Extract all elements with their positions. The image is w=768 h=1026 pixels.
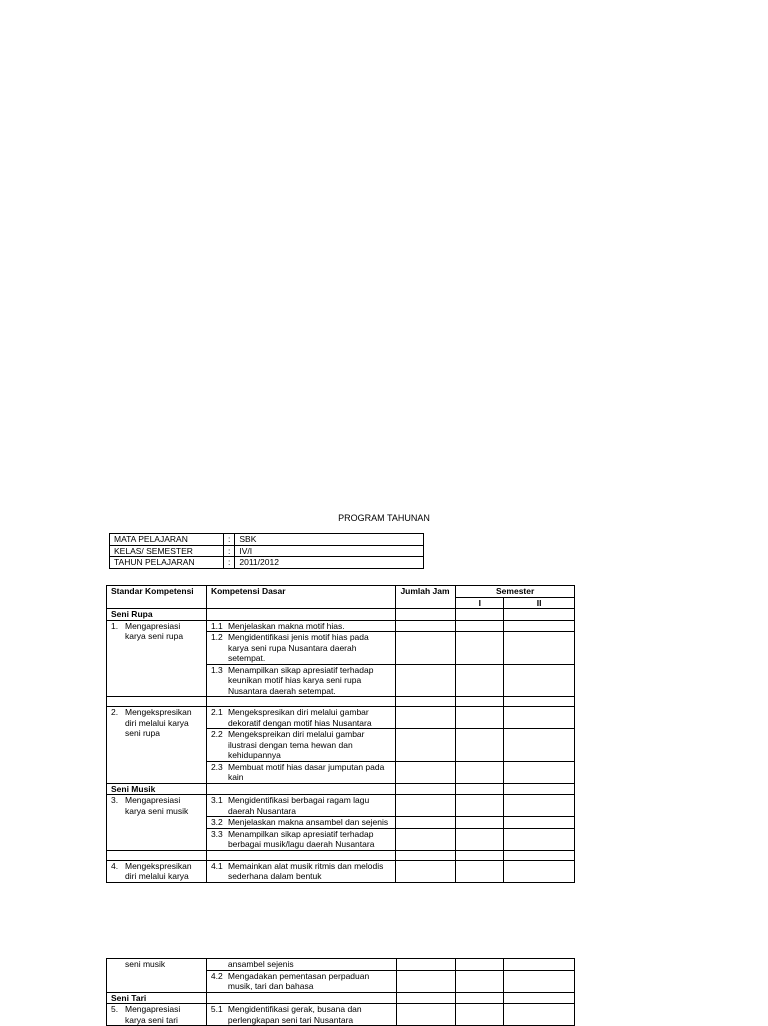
table-row [107, 860, 575, 882]
meta-row [110, 557, 424, 569]
section-row [107, 992, 575, 1004]
table-row [107, 1004, 575, 1026]
kd-text: Memainkan alat musik ritmis dan melodis sederhana dalam bentuk [227, 860, 384, 881]
kd-text: Menampilkan sikap apresiatif terhadap keunikan motif hias karya seni rupa Nusantara daerah setempat. [227, 664, 374, 696]
sk-num: 5. [111, 1004, 119, 1014]
spacer-row [107, 697, 575, 707]
meta-sep: : [224, 534, 235, 546]
program-table [106, 585, 575, 883]
section-seni-rupa: Seni Rupa [111, 609, 153, 619]
sk-cell [107, 860, 207, 882]
sk-cell [107, 959, 207, 993]
kd-text: Mengidentifikasi gerak, busana dan perlengkapan seni tari Nusantara [227, 1004, 362, 1025]
kd-num: 1.3 [210, 664, 223, 675]
table-row [107, 707, 575, 729]
meta-value: IV/I [235, 545, 424, 557]
kd-num: 1.1 [210, 620, 223, 631]
kd-num: 4.1 [210, 860, 223, 871]
kd-text: ansambel sejenis [227, 959, 294, 969]
section-row [107, 783, 575, 795]
kd-text: Mengekspreikan diri melalui gambar ilustrasi dengan tema hewan dan kehidupannya [227, 729, 365, 760]
kd-num: 3.1 [210, 795, 223, 805]
kd-text: Mengidentifikasi jenis motif hias pada karya seni rupa Nusantara daerah setempat. [227, 632, 369, 663]
kd-text: Mengidentifikasi berbagai ragam lagu daerah Nusantara [227, 795, 370, 816]
kd-text: Mengadakan pementasan perpaduan musik, tari dan bahasa [227, 970, 370, 991]
meta-sep: : [224, 557, 235, 569]
sk-num: 2. [111, 707, 119, 717]
sk-cell [107, 1004, 207, 1026]
section-seni-tari: Seni Tari [111, 992, 147, 1003]
meta-table [109, 533, 424, 569]
kd-text: Menjelaskan makna motif hias. [227, 620, 345, 631]
kd-num: 3.3 [210, 828, 223, 839]
sk-num: 4. [111, 860, 119, 871]
header-jam: Jumlah Jam [400, 586, 450, 596]
header-kd: Kompetensi Dasar [210, 586, 286, 596]
document-title: PROGRAM TAHUNAN [338, 513, 430, 523]
kd-text: Menjelaskan makna ansambel dan sejenis [227, 817, 389, 827]
sk-text: Mengekspresikan diri melalui karya [125, 860, 192, 881]
sk-cell [107, 707, 207, 784]
kd-num: 1.2 [210, 632, 223, 642]
meta-row [110, 534, 424, 546]
kd-num: 2.1 [210, 707, 223, 717]
section-row [107, 609, 575, 621]
meta-row [110, 545, 424, 557]
table-row [107, 959, 575, 971]
kd-text: Menampilkan sikap apresiatif terhadap berbagai musik/lagu daerah Nusantara [227, 828, 375, 849]
kd-num: 2.3 [210, 761, 223, 772]
header-sem1: I [478, 597, 481, 608]
sk-text: Mengapresiasi karya seni rupa [125, 620, 184, 641]
sk-cell [107, 620, 207, 697]
kd-text: Membuat motif hias dasar jumputan pada kain [227, 761, 385, 782]
header-sk: Standar Kompetensi [111, 586, 194, 596]
header-row [107, 586, 575, 598]
sk-text: Mengekspresikan diri melalui karya seni rupa [125, 707, 192, 738]
sk-num: 1. [111, 620, 119, 631]
meta-label: MATA PELAJARAN [110, 534, 224, 546]
meta-label: TAHUN PELAJARAN [110, 557, 224, 569]
header-semester: Semester [496, 586, 535, 596]
sk-text: seni musik [125, 959, 166, 969]
meta-value: 2011/2012 [235, 557, 424, 569]
meta-sep: : [224, 545, 235, 557]
spacer-row [107, 850, 575, 860]
kd-num: 2.2 [210, 729, 223, 739]
sk-text: Mengapresiasi karya seni musik [125, 795, 189, 816]
sk-cell [107, 795, 207, 851]
table-row [107, 795, 575, 817]
table-row [107, 620, 575, 632]
meta-label: KELAS/ SEMESTER [110, 545, 224, 557]
header-sem2: II [536, 597, 542, 608]
kd-num: 4.2 [210, 970, 223, 981]
sk-num: 3. [111, 795, 119, 805]
kd-num: 5.1 [210, 1004, 223, 1014]
sk-text: Mengapresiasi karya seni tari [125, 1004, 181, 1025]
section-seni-musik: Seni Musik [111, 783, 156, 794]
program-table-continued [106, 958, 575, 1026]
kd-num: 3.2 [210, 817, 223, 827]
meta-value: SBK [235, 534, 424, 546]
kd-text: Mengekspresikan diri melalui gambar dekoratif dengan motif hias Nusantara [227, 707, 372, 728]
